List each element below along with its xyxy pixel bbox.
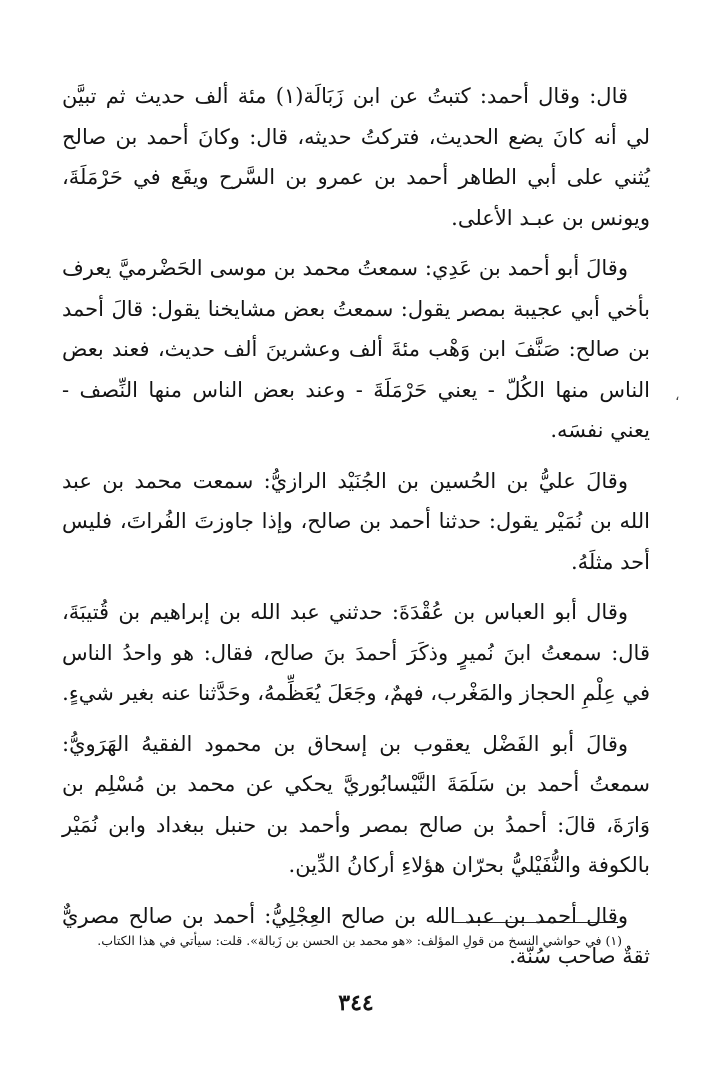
page-number: ٣٤٤ [338, 990, 374, 1016]
footnote-divider [452, 922, 618, 923]
margin-mark: ، [675, 388, 680, 404]
paragraph-3: وقالَ عليُّ بن الحُسين بن الجُنَيْد الرازيُّ: سمعت محمد بن عبد الله بن نُمَيْر يقول: حدثنا أحمد بن صالح، وإذا جاوزتَ الفُراتَ، فليس أحد مثلَهُ. [62, 468, 650, 574]
paragraph-5: وقالَ أبو الفَضْل يعقوب بن إسحاق بن محمود الفقيهُ الهَرَويُّ: سمعتُ أحمد بن سَلَمَةَ النَّيْسابُوريَّ يحكي عن محمد بن مُسْلِم بن وَارَةَ، قالَ: أحمدُ بن صالح بمصر وأحمد بن حنبل ببغداد وابن نُمَيْر بالكوفة والنُّفَيْليُّ بحرّان هؤلاءِ أركانُ الدِّين. [62, 731, 650, 877]
paragraph-1: قال: وقال أحمد: كتبتُ عن ابن زَبَالَة(١) مئة ألف حديث ثم تبيَّن لي أنه كانَ يضع الحديث، فتركتُ حديثه، قال: وكانَ أحمد بن صالح يُثني على أبي الطاهر أحمد بن عمرو بن السَّرح ويقَع في حَرْمَلَةَ، ويونس بن عبـد الأعلى. [62, 84, 650, 230]
paragraph-2: وقالَ أبو أحمد بن عَدِي: سمعتُ محمد بن موسى الحَضْرميَّ يعرف بأخي أبي عجيبة بمصر يقول: سمعتُ بعض مشايخنا يقول: قالَ أحمد بن صالح: صَنَّفَ ابن وَهْب مئةَ ألف وعشرينَ ألف حديث، فعند بعض الناس منها الكُلّ - يعني حَرْمَلَةَ - وعند بعض الناس منها النِّصف - يعني نفسَه. [62, 256, 650, 442]
main-text [62, 76, 650, 987]
paragraph-4: وقال أبو العباس بن عُقْدَةَ: حدثني عبد الله بن إبراهيم بن قُتيبَةَ، قال: سمعتُ ابنَ نُميرٍ وذكَرَ أحمدَ بنَ صالح، فقال: هو واحدُ الناس في عِلْمِ الحجاز والمَغْرب، فهمٌ، وجَعَلَ يُعَظِّمهُ، وحَدَّثنا عنه بغير شيءٍ. [62, 600, 650, 705]
footnote: (١) في حواشي النسخ من قولِ المؤلف: «هو محمد بن الحسن بن زَبالة». قلت: سيأتي في هذا الكتاب. [97, 933, 622, 948]
paragraph-6: وقال أحمد بن عبد الله بن صالح العِجْلِيُّ: أحمد بن صالح مصريٌّ ثقةٌ صاحب سُنّة. [62, 903, 650, 968]
